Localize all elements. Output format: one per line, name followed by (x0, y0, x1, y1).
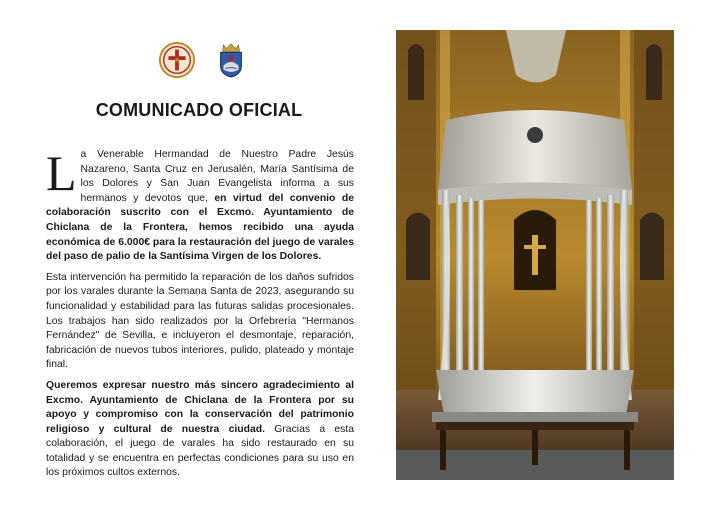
drop-cap: L (46, 145, 77, 201)
city-coat-of-arms-icon (212, 40, 250, 80)
communique-body (46, 145, 354, 487)
logos-row (158, 40, 250, 80)
page-title: COMUNICADO OFICIAL (95, 100, 303, 120)
brotherhood-crest-icon (158, 40, 196, 80)
paragraph-1 (46, 145, 354, 265)
paso-de-palio-photo (396, 30, 674, 480)
paragraph-3 (46, 379, 354, 481)
paragraph-1-bold: en virtud del convenio de colaboración suscrito con el Excmo. Ayuntamiento de Chiclana de la Frontera, hemos recibido una ayuda económica de 6.000€ para la restauración del juego de varales del paso de palio de la Santísima Virgen de los Dolores. (46, 192, 354, 263)
paragraph-3-bold: Queremos expresar nuestro más sincero agradecimiento al Excmo. Ayuntamiento de Chiclana de la Frontera por su apoyo y compromiso con la conservación del patrimonio religioso y cultural de nuestra ciudad. (46, 379, 354, 435)
paragraph-3-rest: Gracias a esta colaboración, el juego de varales ha sido restaurado en su totalidad y se encuentra en perfectas condiciones para su uso en los próximos cultos externos. (46, 423, 354, 479)
paragraph-2: Esta intervención ha permitido la reparación de los daños sufridos por los varales durante la Semana Santa de 2023, asegurando su funcionalidad y estabilidad para las futuras salidas procesionales. Los trabajos han sido realizados por la Orfebrería "Hermanos Fernández" de Sevilla, e incluyeron el desmontaje, reparación, fabricación de nuevos tubos interiores, pulido, plateado y montaje final. (46, 271, 354, 371)
paragraph-1-intro: a Venerable Hermandad de Nuestro Padre Jesús Nazareno, Santa Cruz en Jerusalén, María Santísima de los Dolores y San Juan Evangelista informa a sus hermanos y devotos que, (80, 149, 354, 204)
